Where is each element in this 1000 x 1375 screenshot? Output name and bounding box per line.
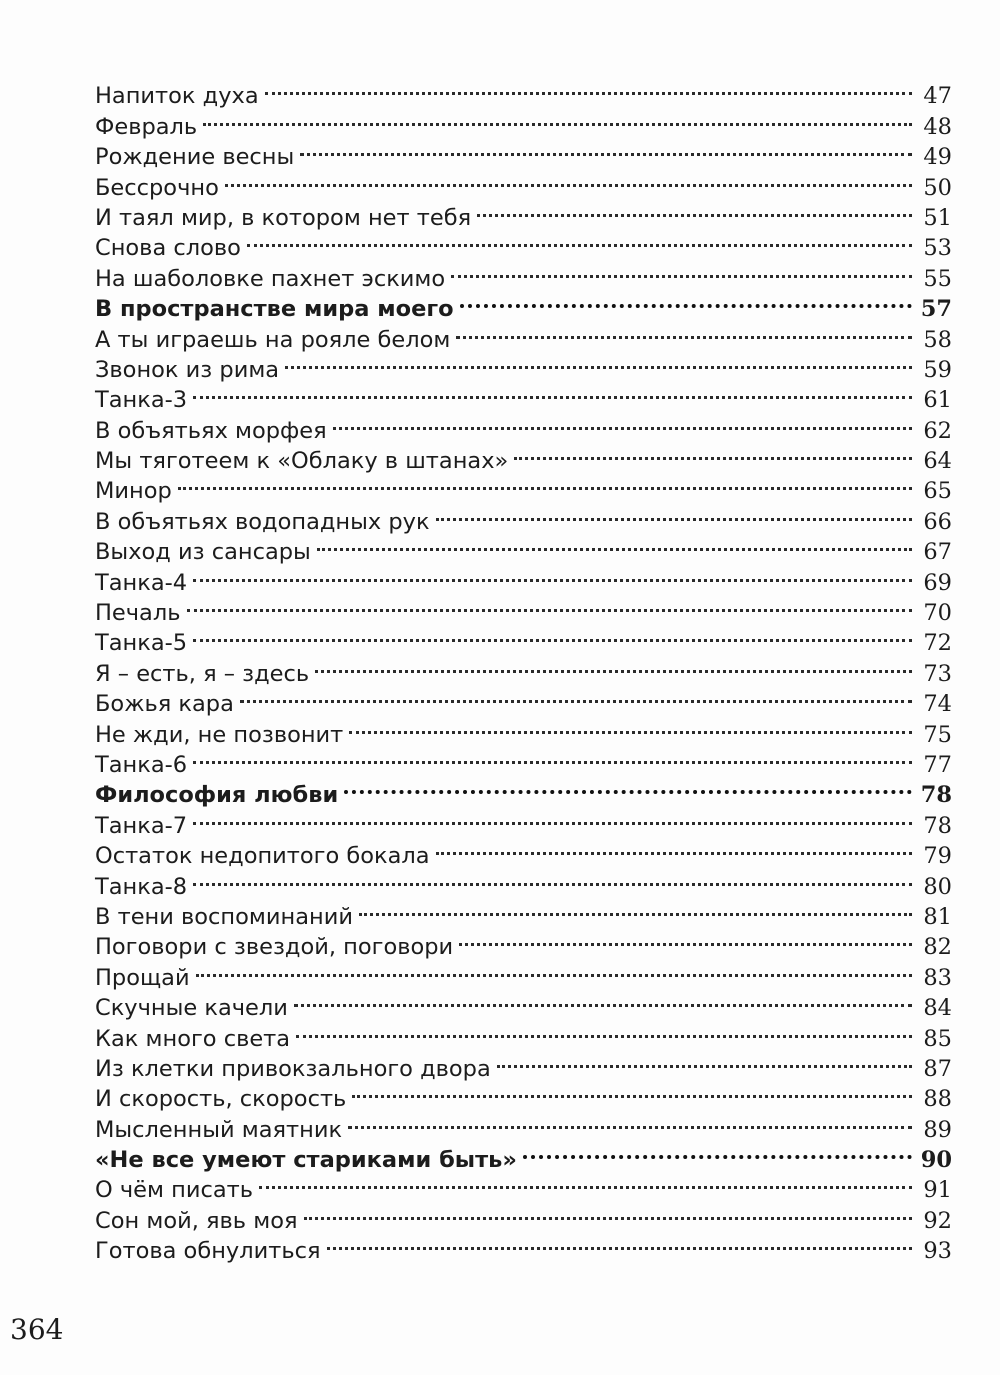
toc-entry-page: 84 bbox=[923, 995, 952, 1022]
toc-entry-title: Напиток духа bbox=[95, 83, 259, 110]
toc-entry-page: 88 bbox=[923, 1086, 952, 1113]
dot-leader bbox=[349, 711, 912, 741]
toc-entry-title: Как много света bbox=[95, 1025, 291, 1052]
dot-leader bbox=[359, 894, 912, 924]
toc-entry bbox=[95, 894, 952, 930]
toc-entry-title: В тени воспоминаний bbox=[95, 903, 353, 930]
toc-entry-page: 53 bbox=[923, 235, 952, 262]
toc-entry bbox=[95, 103, 952, 140]
toc-entry-title: Выход из сансары bbox=[95, 539, 311, 566]
toc-entry-title: И скорость, скорость bbox=[95, 1086, 347, 1113]
dot-leader bbox=[193, 742, 912, 772]
dot-leader bbox=[187, 590, 913, 620]
toc-entry bbox=[95, 498, 952, 535]
toc-entry-page: 72 bbox=[923, 630, 952, 657]
toc-entry-title: «Не все умеют стариками быть» bbox=[95, 1147, 517, 1174]
dot-leader bbox=[196, 954, 912, 984]
page-number: 364 bbox=[10, 1313, 64, 1346]
toc-entry-title: В объятьях морфея bbox=[95, 417, 327, 444]
toc-entry-page: 74 bbox=[923, 691, 952, 718]
dot-leader bbox=[240, 681, 912, 711]
toc-entry-title: В пространстве мира моего bbox=[95, 296, 454, 323]
dot-leader bbox=[259, 1167, 912, 1197]
toc-entry-page: 91 bbox=[923, 1177, 952, 1204]
toc-entry-title: Философия любви bbox=[95, 782, 339, 809]
toc-entry bbox=[95, 195, 952, 231]
dot-leader bbox=[193, 377, 912, 407]
toc-entry-title: В объятьях водопадных рук bbox=[95, 508, 430, 535]
toc-entry bbox=[95, 134, 952, 171]
toc-entry-title: Танка-3 bbox=[95, 387, 188, 414]
dot-leader bbox=[193, 620, 912, 650]
toc-entry-title: Я – есть, я – здесь bbox=[95, 660, 310, 687]
toc-entry-page: 49 bbox=[923, 144, 952, 171]
toc-entry-page: 92 bbox=[923, 1207, 952, 1234]
dot-leader bbox=[304, 1197, 913, 1227]
toc-entry-title: Мы тяготеем к «Облаку в штанах» bbox=[95, 448, 509, 475]
dot-leader bbox=[348, 1106, 912, 1136]
toc-entry-page: 59 bbox=[923, 356, 952, 383]
toc-entry-title: Мысленный маятник bbox=[95, 1116, 343, 1143]
toc-entry bbox=[95, 377, 952, 414]
toc-entry-page: 89 bbox=[923, 1116, 952, 1143]
toc-entry-page: 87 bbox=[923, 1055, 952, 1082]
toc-entry-page: 77 bbox=[923, 751, 952, 778]
toc-entry-title: Прощай bbox=[95, 964, 190, 991]
toc-entry-page: 78 bbox=[920, 782, 952, 809]
dot-leader bbox=[460, 286, 912, 316]
toc-entry-title: Божья кара bbox=[95, 691, 234, 718]
toc-entry bbox=[95, 407, 952, 444]
toc-entry-title: Снова слово bbox=[95, 235, 241, 262]
toc-entry-title: И таял мир, в котором нет тебя bbox=[95, 204, 472, 231]
toc-entry-page: 85 bbox=[923, 1025, 952, 1052]
toc-entry-page: 67 bbox=[923, 539, 952, 566]
toc-entry-page: 93 bbox=[923, 1238, 952, 1265]
toc-entry-page: 66 bbox=[923, 508, 952, 535]
toc-entry-title: Танка-5 bbox=[95, 630, 188, 657]
toc-section-heading bbox=[95, 772, 952, 809]
toc-entry-page: 75 bbox=[923, 721, 952, 748]
toc-entry-page: 48 bbox=[923, 113, 952, 140]
toc-entry-title: Скучные качели bbox=[95, 995, 288, 1022]
toc-entry bbox=[95, 620, 952, 657]
dot-leader bbox=[300, 134, 912, 164]
toc-entry-title: О чём писать bbox=[95, 1177, 253, 1204]
toc-entry-title: Печаль bbox=[95, 600, 181, 627]
dot-leader bbox=[451, 255, 912, 285]
dot-leader bbox=[459, 924, 912, 954]
toc-entry-title: Не жди, не позвонит bbox=[95, 721, 344, 748]
dot-leader bbox=[436, 833, 912, 863]
dot-leader bbox=[225, 164, 912, 194]
toc-entry-title: Бессрочно bbox=[95, 174, 219, 201]
dot-leader bbox=[514, 438, 912, 468]
toc-entry bbox=[95, 590, 952, 627]
dot-leader bbox=[203, 103, 912, 133]
toc-entry-title: Танка-7 bbox=[95, 812, 188, 839]
dot-leader bbox=[333, 407, 912, 437]
toc-entry-page: 58 bbox=[923, 326, 952, 353]
toc-entry-page: 69 bbox=[923, 569, 952, 596]
dot-leader bbox=[285, 347, 912, 377]
toc-entry-title: Сон мой, явь моя bbox=[95, 1207, 298, 1234]
dot-leader bbox=[193, 863, 912, 893]
dot-leader bbox=[456, 316, 912, 346]
toc-entry-title: Звонок из рима bbox=[95, 356, 280, 383]
toc-entry bbox=[95, 985, 952, 1022]
toc-entry-title: Готова обнулиться bbox=[95, 1238, 321, 1265]
toc-entry bbox=[95, 650, 952, 687]
toc-entry-page: 64 bbox=[923, 448, 952, 475]
toc-entry-title: Февраль bbox=[95, 113, 198, 140]
toc-entry-page: 80 bbox=[923, 873, 952, 900]
toc-entry-page: 78 bbox=[923, 812, 952, 839]
dot-leader bbox=[317, 529, 912, 559]
toc-entry-title: Остаток недопитого бокала bbox=[95, 843, 430, 870]
toc-entry-page: 73 bbox=[923, 660, 952, 687]
toc-entry-title: Танка-8 bbox=[95, 873, 188, 900]
toc-entry-page: 47 bbox=[923, 83, 952, 110]
toc-entry bbox=[95, 468, 952, 505]
dot-leader bbox=[344, 772, 912, 802]
toc-entry bbox=[95, 833, 952, 870]
dot-leader bbox=[265, 73, 912, 103]
toc-entry-page: 55 bbox=[923, 265, 952, 292]
toc-entry bbox=[95, 742, 952, 778]
toc-entry-page: 61 bbox=[923, 387, 952, 414]
dot-leader bbox=[523, 1137, 912, 1167]
toc-entry-title: Танка-4 bbox=[95, 569, 188, 596]
toc-entry bbox=[95, 73, 952, 110]
dot-leader bbox=[315, 650, 912, 680]
toc-entry bbox=[95, 863, 952, 900]
toc-entry bbox=[95, 559, 952, 596]
toc-entry-title: Из клетки привокзального двора bbox=[95, 1055, 491, 1082]
dot-leader bbox=[296, 1015, 912, 1045]
toc-entry bbox=[95, 802, 952, 839]
dot-leader bbox=[327, 1228, 912, 1258]
toc-entry-title: Рождение весны bbox=[95, 144, 295, 171]
dot-leader bbox=[178, 468, 912, 498]
toc-entry-title: Танка-6 bbox=[95, 751, 188, 778]
dot-leader bbox=[193, 559, 912, 589]
toc-entry-page: 51 bbox=[923, 204, 952, 231]
dot-leader bbox=[193, 802, 912, 832]
dot-leader bbox=[436, 498, 912, 528]
toc-entry-page: 79 bbox=[923, 843, 952, 870]
toc-entry-title: А ты играешь на рояле белом bbox=[95, 326, 451, 353]
toc-entry-title: На шаболовке пахнет эскимо bbox=[95, 265, 446, 292]
toc-entry bbox=[95, 954, 952, 991]
toc-entry-page: 57 bbox=[920, 296, 952, 323]
toc-entry-page: 70 bbox=[923, 600, 952, 627]
toc-entry-title: Поговори с звездой, поговори bbox=[95, 934, 454, 961]
toc-entry-page: 81 bbox=[923, 903, 952, 930]
toc-entry-title: Минор bbox=[95, 478, 172, 505]
table-of-contents bbox=[95, 73, 952, 1265]
toc-entry-page: 83 bbox=[923, 964, 952, 991]
toc-entry-page: 65 bbox=[923, 478, 952, 505]
dot-leader bbox=[247, 225, 912, 255]
dot-leader bbox=[497, 1046, 912, 1076]
dot-leader bbox=[477, 195, 912, 225]
toc-entry-page: 50 bbox=[923, 174, 952, 201]
toc-entry-page: 82 bbox=[923, 934, 952, 961]
toc-entry-page: 62 bbox=[923, 417, 952, 444]
dot-leader bbox=[352, 1076, 912, 1106]
toc-entry-page: 90 bbox=[920, 1147, 952, 1174]
dot-leader bbox=[294, 985, 912, 1015]
